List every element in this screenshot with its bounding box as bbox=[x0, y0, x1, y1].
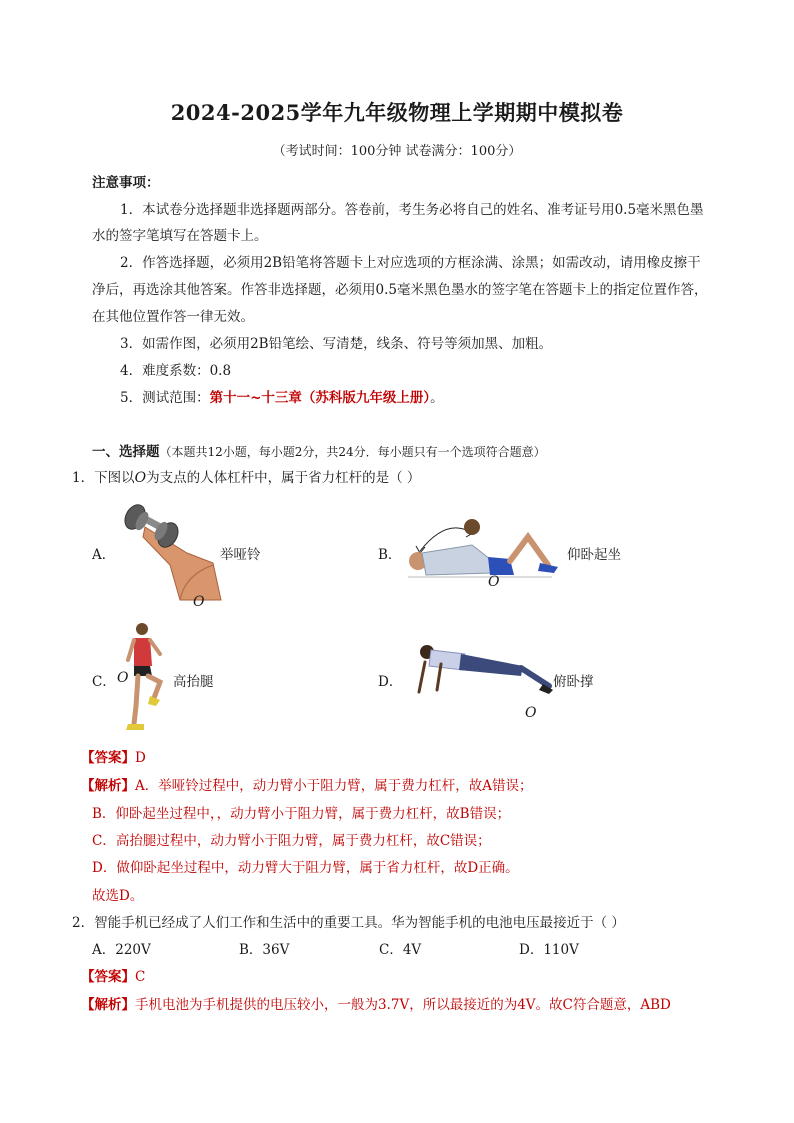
notice-item-3: 3．如需作图，必须用2B铅笔绘、写清楚，线条、符号等须加黑、加粗。 bbox=[120, 336, 553, 352]
question-1-pivot-symbol: O bbox=[134, 470, 147, 486]
answer-value: C bbox=[135, 969, 146, 985]
option-c-text: 高抬腿 bbox=[173, 674, 214, 690]
question-1-stem-end: 为支点的人体杠杆中，属于省力杠杆的是（ ） bbox=[146, 470, 421, 486]
analysis-label: 【解析】 bbox=[81, 997, 135, 1013]
pivot-o-b: O bbox=[488, 574, 500, 590]
test-range: 第十一~十三章（苏科版九年级上册） bbox=[209, 390, 431, 406]
page-title: 2024-2025学年九年级物理上学期期中模拟卷 bbox=[170, 100, 624, 125]
option-d-text: 俯卧撑 bbox=[553, 674, 594, 690]
notice-item-1a: 1．本试卷分选择题非选择题两部分。答卷前，考生务必将自己的姓名、准考证号用0.5毫米黑色墨 bbox=[120, 202, 704, 218]
analysis-text: A．举哑铃过程中，动力臂小于阻力臂，属于费力杠杆，故A错误； bbox=[135, 778, 533, 794]
section-title: 一、选择题 bbox=[92, 444, 160, 460]
q2-option-a: A．220V bbox=[92, 942, 151, 958]
question-2-analysis bbox=[81, 993, 671, 1013]
answer-label: 【答案】 bbox=[81, 750, 135, 766]
notice-item-5 bbox=[120, 386, 444, 406]
question-1-stem bbox=[72, 466, 420, 486]
exam-info: （考试时间：100分钟 试卷满分：100分） bbox=[272, 144, 522, 159]
question-1-stem-start: 1．下图以 bbox=[72, 470, 135, 486]
question-1-analysis-line-4: D．做仰卧起坐过程中，动力臂大于阻力臂，属于省力杠杆，故D正确。 bbox=[92, 860, 519, 876]
q2-option-b: B．36V bbox=[239, 942, 290, 958]
notice-item-1b: 水的签字笔填写在答题卡上。 bbox=[92, 228, 268, 244]
option-b-text: 仰卧起坐 bbox=[567, 547, 621, 563]
pivot-o-a: O bbox=[193, 594, 205, 610]
notice-item-2a: 2．作答选择题，必须用2B铅笔将答题卡上对应选项的方框涂满、涂黑；如需改动，请用橡皮擦干 bbox=[120, 255, 701, 271]
notice-item-4: 4．难度系数：0.8 bbox=[120, 363, 232, 379]
notice-heading: 注意事项： bbox=[92, 175, 160, 191]
notice-item-5-prefix: 5．测试范围： bbox=[120, 390, 210, 406]
pivot-o-c: O bbox=[117, 670, 129, 686]
question-1-analysis-line-5: 故选D。 bbox=[92, 888, 144, 904]
option-b-label: B． bbox=[378, 547, 402, 563]
option-a-label: A． bbox=[92, 547, 116, 563]
option-d-label: D． bbox=[378, 674, 403, 690]
q2-option-d: D．110V bbox=[519, 942, 579, 958]
answer-label: 【答案】 bbox=[81, 969, 135, 985]
situp-image bbox=[402, 515, 562, 585]
option-a-text: 举哑铃 bbox=[220, 547, 261, 563]
question-2-stem: 2．智能手机已经成了人们工作和生活中的重要工具。华为智能手机的电池电压最接近于（ ） bbox=[72, 915, 625, 931]
question-1-answer bbox=[81, 746, 146, 766]
section-note: （本题共12小题，每小题2分，共24分．每小题只有一个选项符合题意） bbox=[159, 445, 546, 459]
question-1-analysis-line-1 bbox=[81, 774, 533, 794]
question-2-answer bbox=[81, 965, 145, 985]
notice-item-2c: 在其他位置作答一律无效。 bbox=[92, 309, 254, 325]
answer-value: D bbox=[135, 750, 146, 766]
high-knees-image bbox=[122, 620, 170, 735]
section-heading bbox=[92, 440, 546, 460]
analysis-text: 手机电池为手机提供的电压较小，一般为3.7V，所以最接近的为4V。故C符合题意，ABD bbox=[135, 997, 671, 1013]
question-1-analysis-line-3: C．高抬腿过程中，动力臂小于阻力臂，属于费力杠杆，故C错误； bbox=[92, 833, 491, 849]
dumbbell-arm-image bbox=[125, 505, 225, 600]
option-c-label: C． bbox=[92, 674, 116, 690]
pushup-image bbox=[403, 640, 553, 702]
q2-option-c: C．4V bbox=[379, 942, 422, 958]
analysis-label: 【解析】 bbox=[81, 778, 135, 794]
pivot-o-d: O bbox=[525, 705, 537, 721]
notice-item-5-suffix: 。 bbox=[430, 390, 444, 406]
notice-item-2b: 净后，再选涂其他答案。作答非选择题，必须用0.5毫米黑色墨水的签字笔在答题卡上的指定位置作答， bbox=[92, 282, 708, 298]
question-1-analysis-line-2: B．仰卧起坐过程中，，动力臂小于阻力臂，属于费力杠杆，故B错误； bbox=[92, 806, 511, 822]
